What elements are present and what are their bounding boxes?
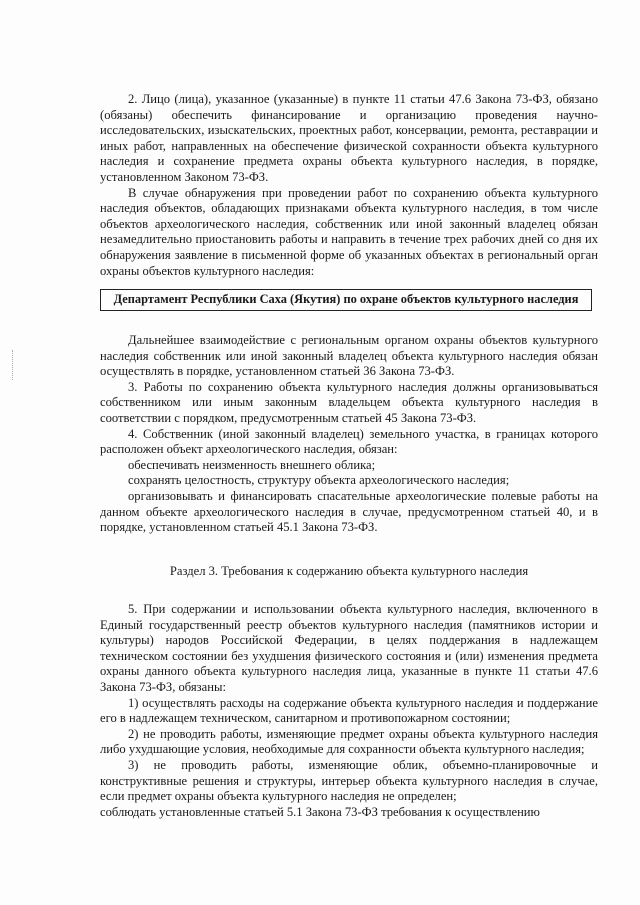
paragraph-2: 2. Лицо (лица), указанное (указанные) в пункте 11 статьи 47.6 Закона 73-ФЗ, обязано (обязаны) обеспечить финансирование и организацию проведения научно-исследовательских, изыскательских, проектных работ, консервации, ремонта, реставрации и иных работ, направленных на обеспечение физической сохранности объекта культурного наследия и сохранение предмета охраны объекта культурного наследия, в порядке, установленном Законом 73-ФЗ. <box>100 92 598 184</box>
after-box-section <box>100 333 598 536</box>
section-3-heading: Раздел 3. Требования к содержанию объекта культурного наследия <box>169 564 529 578</box>
paragraph-5: 5. При содержании и использовании объекта культурного наследия, включенного в Единый государственный реестр объектов культурного наследия (памятников истории и культуры) народов Российской Федерации, в целях поддержания в надлежащем техническом состоянии без ухудшения физического состояния и (или) изменения предмета охраны данного объекта культурного наследия лица, указанные в пункте 11 статьи 47.6 Закона 73-ФЗ, обязаны: <box>100 602 598 694</box>
paragraph-4: 4. Собственник (иной законный владелец) земельного участка, в границах которого расположен объект археологического наследия, обязан: <box>100 426 598 457</box>
paragraph-interaction: Дальнейшее взаимодействие с региональным органом охраны объектов культурного наследия собственник или иной законный владелец объекта культурного наследия обязан осуществлять в порядке, установленном статьей 36 Закона 73-ФЗ. <box>100 333 598 379</box>
paragraph-4-item-2: сохранять целостность, структуру объекта археологического наследия; <box>128 473 510 488</box>
scan-margin-mark <box>12 350 15 380</box>
section-3 <box>100 602 598 820</box>
authority-box: Департамент Республики Саха (Якутия) по охране объектов культурного наследия <box>100 289 592 311</box>
paragraph-5-item-3: 3) не проводить работы, изменяющие облик, объемно-планировочные и конструктивные решения и структуры, интерьер объекта культурного наследия в случае, если предмет охраны объекта культурного наследия не определен; <box>100 757 598 804</box>
paragraph-3: 3. Работы по сохранению объекта культурного наследия должны организовываться собственником или иным законным владельцем объекта культурного наследия в соответствии с порядком, предусмотренным статьей 45 Закона 73-ФЗ. <box>100 379 598 425</box>
paragraph-4-item-3: организовывать и финансировать спасательные археологические полевые работы на данном объекте археологического наследия в случае, предусмотренном статьей 40, и в порядке, установленном статьей 45.1 Закона 73-ФЗ. <box>100 488 598 535</box>
paragraph-5-item-4: соблюдать установленные статьей 5.1 Закона 73-ФЗ требования к осуществлению <box>100 804 540 819</box>
paragraph-5-item-2: 2) не проводить работы, изменяющие предмет охраны объекта культурного наследия либо ухудшающие условия, необходимые для сохранности объекта культурного наследия; <box>100 726 598 757</box>
paragraph-5-item-1: 1) осуществлять расходы на содержание объекта культурного наследия и поддержание его в надлежащем техническом, санитарном и противопожарном состоянии; <box>100 695 598 726</box>
paragraph-4-item-1: обеспечивать неизменность внешнего облика; <box>128 457 376 472</box>
paragraph-discovery: В случае обнаружения при проведении работ по сохранению объекта культурного наследия объектов, обладающих признаками объекта культурного наследия, в том числе объектов археологического наследия, собственник или иной законный владелец обязан незамедлительно приостановить работы и направить в течение трех рабочих дней со дня их обнаружения заявление в письменной форме об указанных объектах в региональный орган охраны объектов культурного наследия: <box>100 185 598 278</box>
intro-section <box>100 92 598 279</box>
